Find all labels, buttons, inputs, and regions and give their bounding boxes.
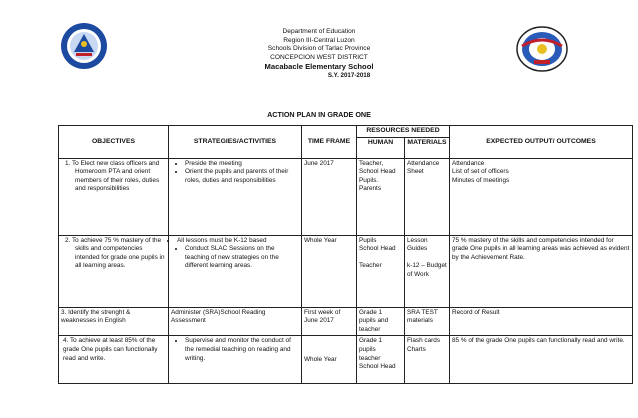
strategies-cell: [169, 336, 302, 384]
material-item: Attendance: [407, 159, 440, 167]
human-item: teacher: [359, 354, 381, 362]
human-item: pupils: [359, 345, 376, 353]
col-materials: MATERIALS: [405, 137, 450, 158]
strategy-item: • Orient the pupils and parents of their roles, duties and responsibilities: [185, 168, 299, 185]
materials-cell: [405, 307, 450, 336]
strategies-cell: [169, 158, 302, 235]
header-line-district: CONCEPCION WEST DISTRICT: [270, 53, 368, 61]
strategy-item: • Supervise and monitor the conduct of the remedial teaching on reading and writing.: [185, 337, 299, 363]
strategy-item: • Preside the meeting: [185, 160, 299, 169]
material-item: Sheet: [407, 168, 424, 176]
col-resources: RESOURCES NEEDED: [357, 126, 450, 138]
outcome-item: Attendance: [452, 159, 485, 167]
materials-cell: [405, 158, 450, 235]
document-title: ACTION PLAN IN GRADE ONE: [267, 110, 371, 119]
objective-cell: 1. To Elect new class officers and Homeroom PTA and orient members of their roles, duties and responsibilities: [59, 158, 169, 235]
time-cell: Whole Year: [302, 336, 357, 384]
material-item: SRA TEST: [407, 308, 438, 316]
school-name: Macabacle Elementary School: [264, 62, 374, 72]
strategies-cell: [169, 235, 302, 307]
human-spacer: [359, 254, 402, 263]
human-item: Pupils: [359, 236, 377, 244]
material-spacer: [407, 254, 447, 263]
table-row: [59, 158, 633, 235]
human-item: Pupils.: [359, 176, 379, 184]
human-cell: [357, 158, 405, 235]
materials-cell: [405, 235, 450, 307]
strategies-cell: Administer (SRA)School Reading Assessment: [169, 307, 302, 336]
col-objectives: OBJECTIVES: [59, 126, 169, 159]
document-header: [0, 0, 638, 110]
table-row: [59, 336, 633, 384]
human-item: Teacher,: [359, 159, 384, 167]
outcomes-cell: [450, 158, 633, 235]
header-text-block: [0, 28, 638, 80]
header-line-department: Department of Education: [282, 28, 356, 35]
objective-cell: 2. To achieve 75 % mastery of the skills and competencies intended for grade one pupils in all learning areas.: [59, 235, 169, 307]
time-cell: Whole Year: [302, 235, 357, 307]
human-item: School Head: [359, 245, 396, 253]
material-item: k-12 – Budget of Work: [407, 262, 447, 278]
col-strategies: STRATEGIES/ACTIVITIES: [169, 126, 302, 159]
human-item: pupils and teacher: [359, 317, 389, 333]
human-cell: [357, 307, 405, 336]
objective-cell: 3. Identify the strenght & weaknesses in English: [59, 307, 169, 336]
material-item: Lesson Guides: [407, 236, 428, 253]
col-time-frame: TIME FRAME: [302, 126, 357, 159]
human-item: Parents: [359, 185, 382, 193]
action-plan-table: [58, 125, 633, 384]
table-row: [59, 307, 633, 336]
human-item: Grade 1: [359, 337, 383, 345]
outcomes-cell: 85 % of the grade One pupils can functionally read and write.: [450, 336, 633, 384]
strategy-item: • Conduct SLAC Sessions on the teaching of new strategies on the different learning areas.: [185, 245, 299, 271]
strategy-item: • All lessons must be K-12 based: [177, 237, 299, 246]
col-human: HUMAN: [357, 137, 405, 158]
objective-cell: 4. To achieve at least 85% of the grade One pupils can functionally read and write.: [59, 336, 169, 384]
outcomes-cell: 75 % mastery of the skills and competencies intended for grade One pupils in all learning areas was achieved as evident by the Achievement Rate.: [450, 235, 633, 307]
materials-cell: [405, 336, 450, 384]
material-item: Charts: [407, 345, 426, 353]
table-row: [59, 235, 633, 307]
material-item: materials: [407, 317, 433, 325]
outcome-item: Minutes of meetings: [452, 176, 510, 184]
col-expected-output: EXPECTED OUTPUT/ OUTCOMES: [450, 126, 633, 159]
school-year: S.Y. 2017-2018: [327, 72, 371, 80]
human-item: School Head: [359, 363, 396, 371]
outcome-item: List of set of officers: [452, 168, 509, 176]
human-cell: [357, 235, 405, 307]
material-item: Flash cards: [407, 337, 441, 345]
outcomes-cell: Record of Result: [450, 307, 633, 336]
table-header-row: [59, 126, 633, 138]
human-cell: [357, 336, 405, 384]
human-item: Grade 1: [359, 308, 383, 316]
human-item: Teacher: [359, 262, 382, 270]
header-line-division: Schools Division of Tarlac Province: [267, 45, 371, 53]
human-item: School Head: [359, 168, 396, 176]
header-line-region: Region III-Central Luzon: [283, 36, 355, 44]
time-cell: First week of June 2017: [302, 307, 357, 336]
time-cell: June 2017: [302, 158, 357, 235]
